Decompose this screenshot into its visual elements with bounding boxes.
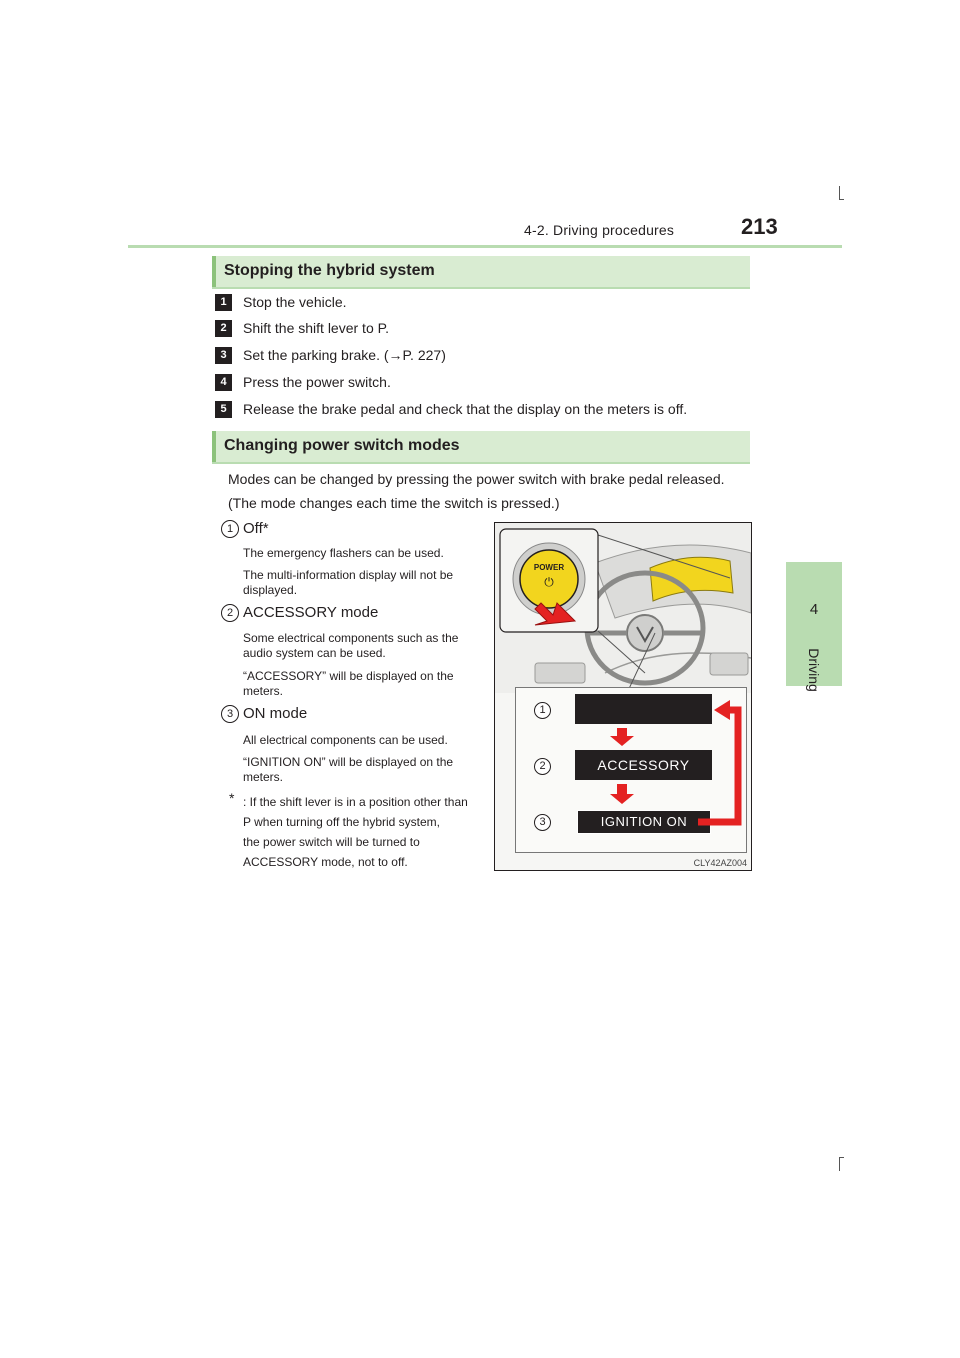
mode-desc: “ACCESSORY” will be displayed on the meters. <box>243 669 454 698</box>
step-text: Release the brake pedal and check that the display on the meters is off. <box>243 401 688 417</box>
step-number: 3 <box>215 347 232 364</box>
mode-number: 2 <box>221 604 239 622</box>
step-number: 1 <box>215 294 232 311</box>
crop-mark <box>839 1157 840 1171</box>
section-heading-changing <box>212 431 750 462</box>
mode-desc: The multi-information display will not be displayed. <box>243 568 454 597</box>
section-heading-stopping <box>212 256 750 287</box>
footnote-line: : If the shift lever is in a position other than <box>243 795 468 809</box>
footnote <box>243 792 481 872</box>
dashboard-illustration <box>495 523 751 693</box>
step-text: Stop the vehicle. <box>243 294 347 310</box>
mode-desc: The emergency flashers can be used. <box>243 546 444 560</box>
figure-number: 3 <box>534 814 551 831</box>
chapter-tab-label: Driving <box>806 648 822 692</box>
step-text: Shift the shift lever to P. <box>243 320 390 336</box>
crop-mark <box>839 186 840 200</box>
mode-number: 3 <box>221 705 239 723</box>
mode-label-accessory: ACCESSORY <box>575 750 712 780</box>
step-number: 2 <box>215 320 232 337</box>
section-title: Stopping the hybrid system <box>224 262 435 279</box>
footnote-star: * <box>229 790 235 806</box>
mode-label-off <box>575 694 712 724</box>
step-text: Set the parking brake. (→P. 227) <box>243 347 446 363</box>
heading-rule <box>212 287 750 289</box>
mode-title: ACCESSORY mode <box>243 604 379 621</box>
heading-accent <box>212 431 216 462</box>
power-button-label: POWER <box>533 563 565 572</box>
power-switch-figure <box>494 522 752 871</box>
section-header: 4-2. Driving procedures <box>524 222 675 238</box>
step-number: 4 <box>215 374 232 391</box>
chapter-tab-number: 4 <box>809 601 819 618</box>
mode-label-ignition-on: IGNITION ON <box>577 810 711 834</box>
step-number: 5 <box>215 401 232 418</box>
mode-title: ON mode <box>243 705 308 722</box>
power-symbol-icon: ⏻ <box>544 575 554 589</box>
heading-accent <box>212 256 216 287</box>
intro-line: Modes can be changed by pressing the power switch with brake pedal released. <box>228 471 725 487</box>
figure-code: CLY42AZ004 <box>693 858 747 868</box>
figure-number: 1 <box>534 702 551 719</box>
intro-line: (The mode changes each time the switch is pressed.) <box>228 495 560 511</box>
mode-number: 1 <box>221 520 239 538</box>
mode-title: Off* <box>243 520 269 537</box>
header-rule <box>128 245 842 248</box>
crop-mark <box>839 1157 844 1158</box>
page-number: 213 <box>741 214 778 239</box>
section-title: Changing power switch modes <box>224 437 460 454</box>
crop-mark <box>839 199 844 200</box>
chapter-tab-label-wrap <box>784 650 844 690</box>
mode-desc: “IGNITION ON” will be displayed on the meters. <box>243 755 454 784</box>
mode-sequence-panel <box>515 687 747 853</box>
footnote-line: ACCESSORY mode, not to off. <box>243 855 408 869</box>
footnote-line: P when turning off the hybrid system, <box>243 815 440 829</box>
step-text: Press the power switch. <box>243 374 391 390</box>
figure-number: 2 <box>534 758 551 775</box>
mode-desc: Some electrical components such as the audio system can be used. <box>243 631 459 660</box>
mode-desc: All electrical components can be used. <box>243 733 448 747</box>
footnote-line: the power switch will be turned to <box>243 835 420 849</box>
heading-rule <box>212 462 750 464</box>
